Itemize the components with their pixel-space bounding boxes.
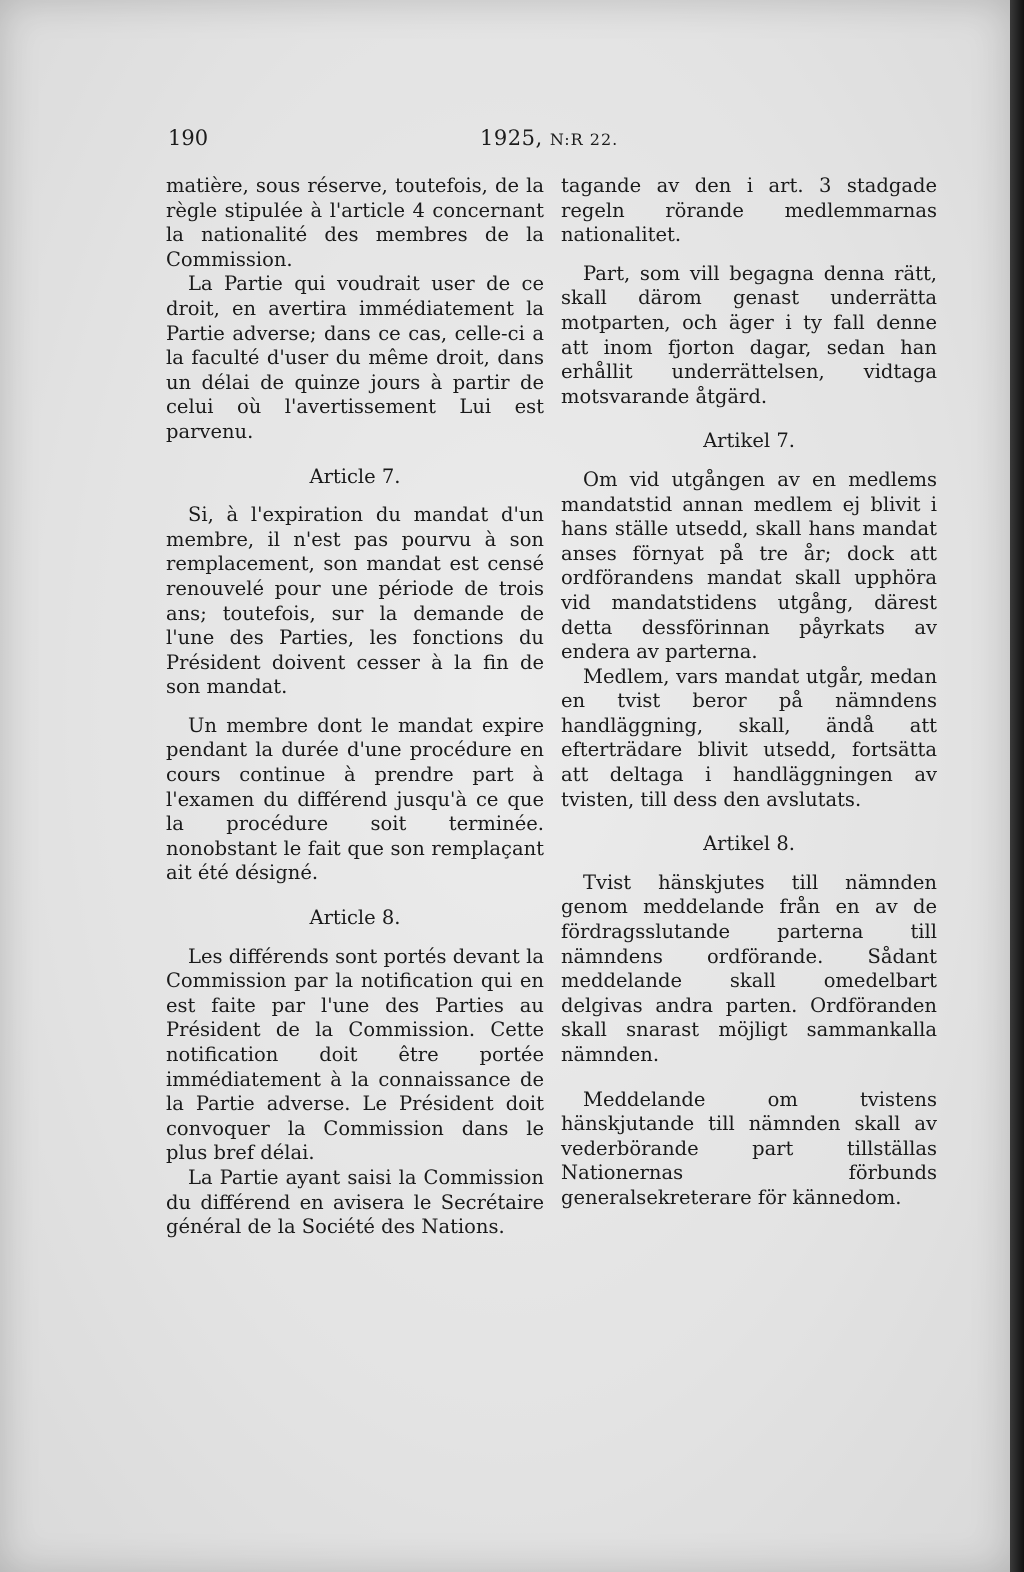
fr-paragraph-1: matière, sous réserve, toutefois, de la règle stipulée à l'article 4 concernant la nationalité des membres de la Commission. [166, 174, 544, 271]
page-header [168, 126, 948, 156]
header-year: 1925, [480, 126, 543, 150]
sv-artikel-7-heading: Artikel 7. [703, 429, 795, 453]
sv-paragraph-1: tagande av den i art. 3 stadgade regeln rörande medlemmarnas nationalitet. [561, 174, 937, 247]
sv-paragraph-2: Part, som vill begagna denna rätt, skall därom genast underrätta motparten, och äger i ty fall denne att inom fjorton dagar, sedan han erhållit underrättelsen, vidtaga motsvarande åtgärd. [561, 261, 937, 408]
fr-paragraph-5: Les différends sont portés devant la Commission par la notification qui en est faite par l'une des Parties au Président de la Commission. Cette notification doit être portée immédiatement à la connaissance de la Partie adverse. Le Président doit convoquer la Commission dans le plus bref délai. [166, 944, 544, 1165]
fr-article-7-heading: Article 7. [309, 464, 401, 488]
header-ref: N:R 22. [549, 130, 619, 149]
swedish-column [561, 174, 937, 1211]
fr-paragraph-2: La Partie qui voudrait user de ce droit, en avertira immédiatement la Partie adverse; dans ce cas, celle-ci a la faculté d'user du même droit, dans un délai de quinze jours à partir de celui où l'avertissement Lui est parvenu. [166, 272, 544, 443]
sv-artikel-8-heading: Artikel 8. [703, 832, 795, 856]
sv-paragraph-3: Om vid utgången av en medlems mandatstid annan medlem ej blivit i hans ställe utsedd, skall hans mandat anses förnyat på tre år; dock att ordförandens mandat skall upphöra vid mandatstidens utgång, därest detta dessförinnan påyrkats av endera av parterna. [561, 467, 937, 664]
header-year-ref [480, 126, 618, 150]
sv-paragraph-5: Tvist hänskjutes till nämnden genom meddelande från en av de fördragsslutande parterna till nämndens ordförande. Sådant meddelande skall omedelbart delgivas andra parten. Ordföranden skall snarast möjligt sammankalla nämnden. [561, 870, 937, 1066]
fr-paragraph-6: La Partie ayant saisi la Commission du différend en avisera le Secrétaire général de la Société des Nations. [166, 1165, 544, 1239]
fr-paragraph-4: Un membre dont le mandat expire pendant la durée d'une procédure en cours continue à prendre part à l'examen du différend jusqu'à ce que la procédure soit terminée. nonobstant le fait que son remplaçant ait été désigné. [166, 713, 544, 885]
french-column [166, 174, 544, 1240]
sv-paragraph-6: Meddelande om tvistens hänskjutande till nämnden skall av vederbörande part tillställas Nationernas förbunds generalsekreterare för kännedom. [561, 1087, 937, 1209]
fr-article-8-heading: Article 8. [309, 906, 401, 930]
scan-edge [1010, 0, 1024, 1572]
page-number: 190 [168, 126, 209, 150]
fr-paragraph-3: Si, à l'expiration du mandat d'un membre, il n'est pas pourvu à son remplacement, son mandat est censé renouvelé pour une période de trois ans; toutefois, sur la demande de l'une des Parties, les fonctions du Président doivent cesser à la fin de son mandat. [166, 503, 544, 699]
sv-paragraph-4: Medlem, vars mandat utgår, medan en tvist beror på nämndens handläggning, skall, ändå att efterträdare blivit utsedd, fortsätta att deltaga i handläggningen av tvisten, till dess den avslutats. [561, 664, 937, 811]
